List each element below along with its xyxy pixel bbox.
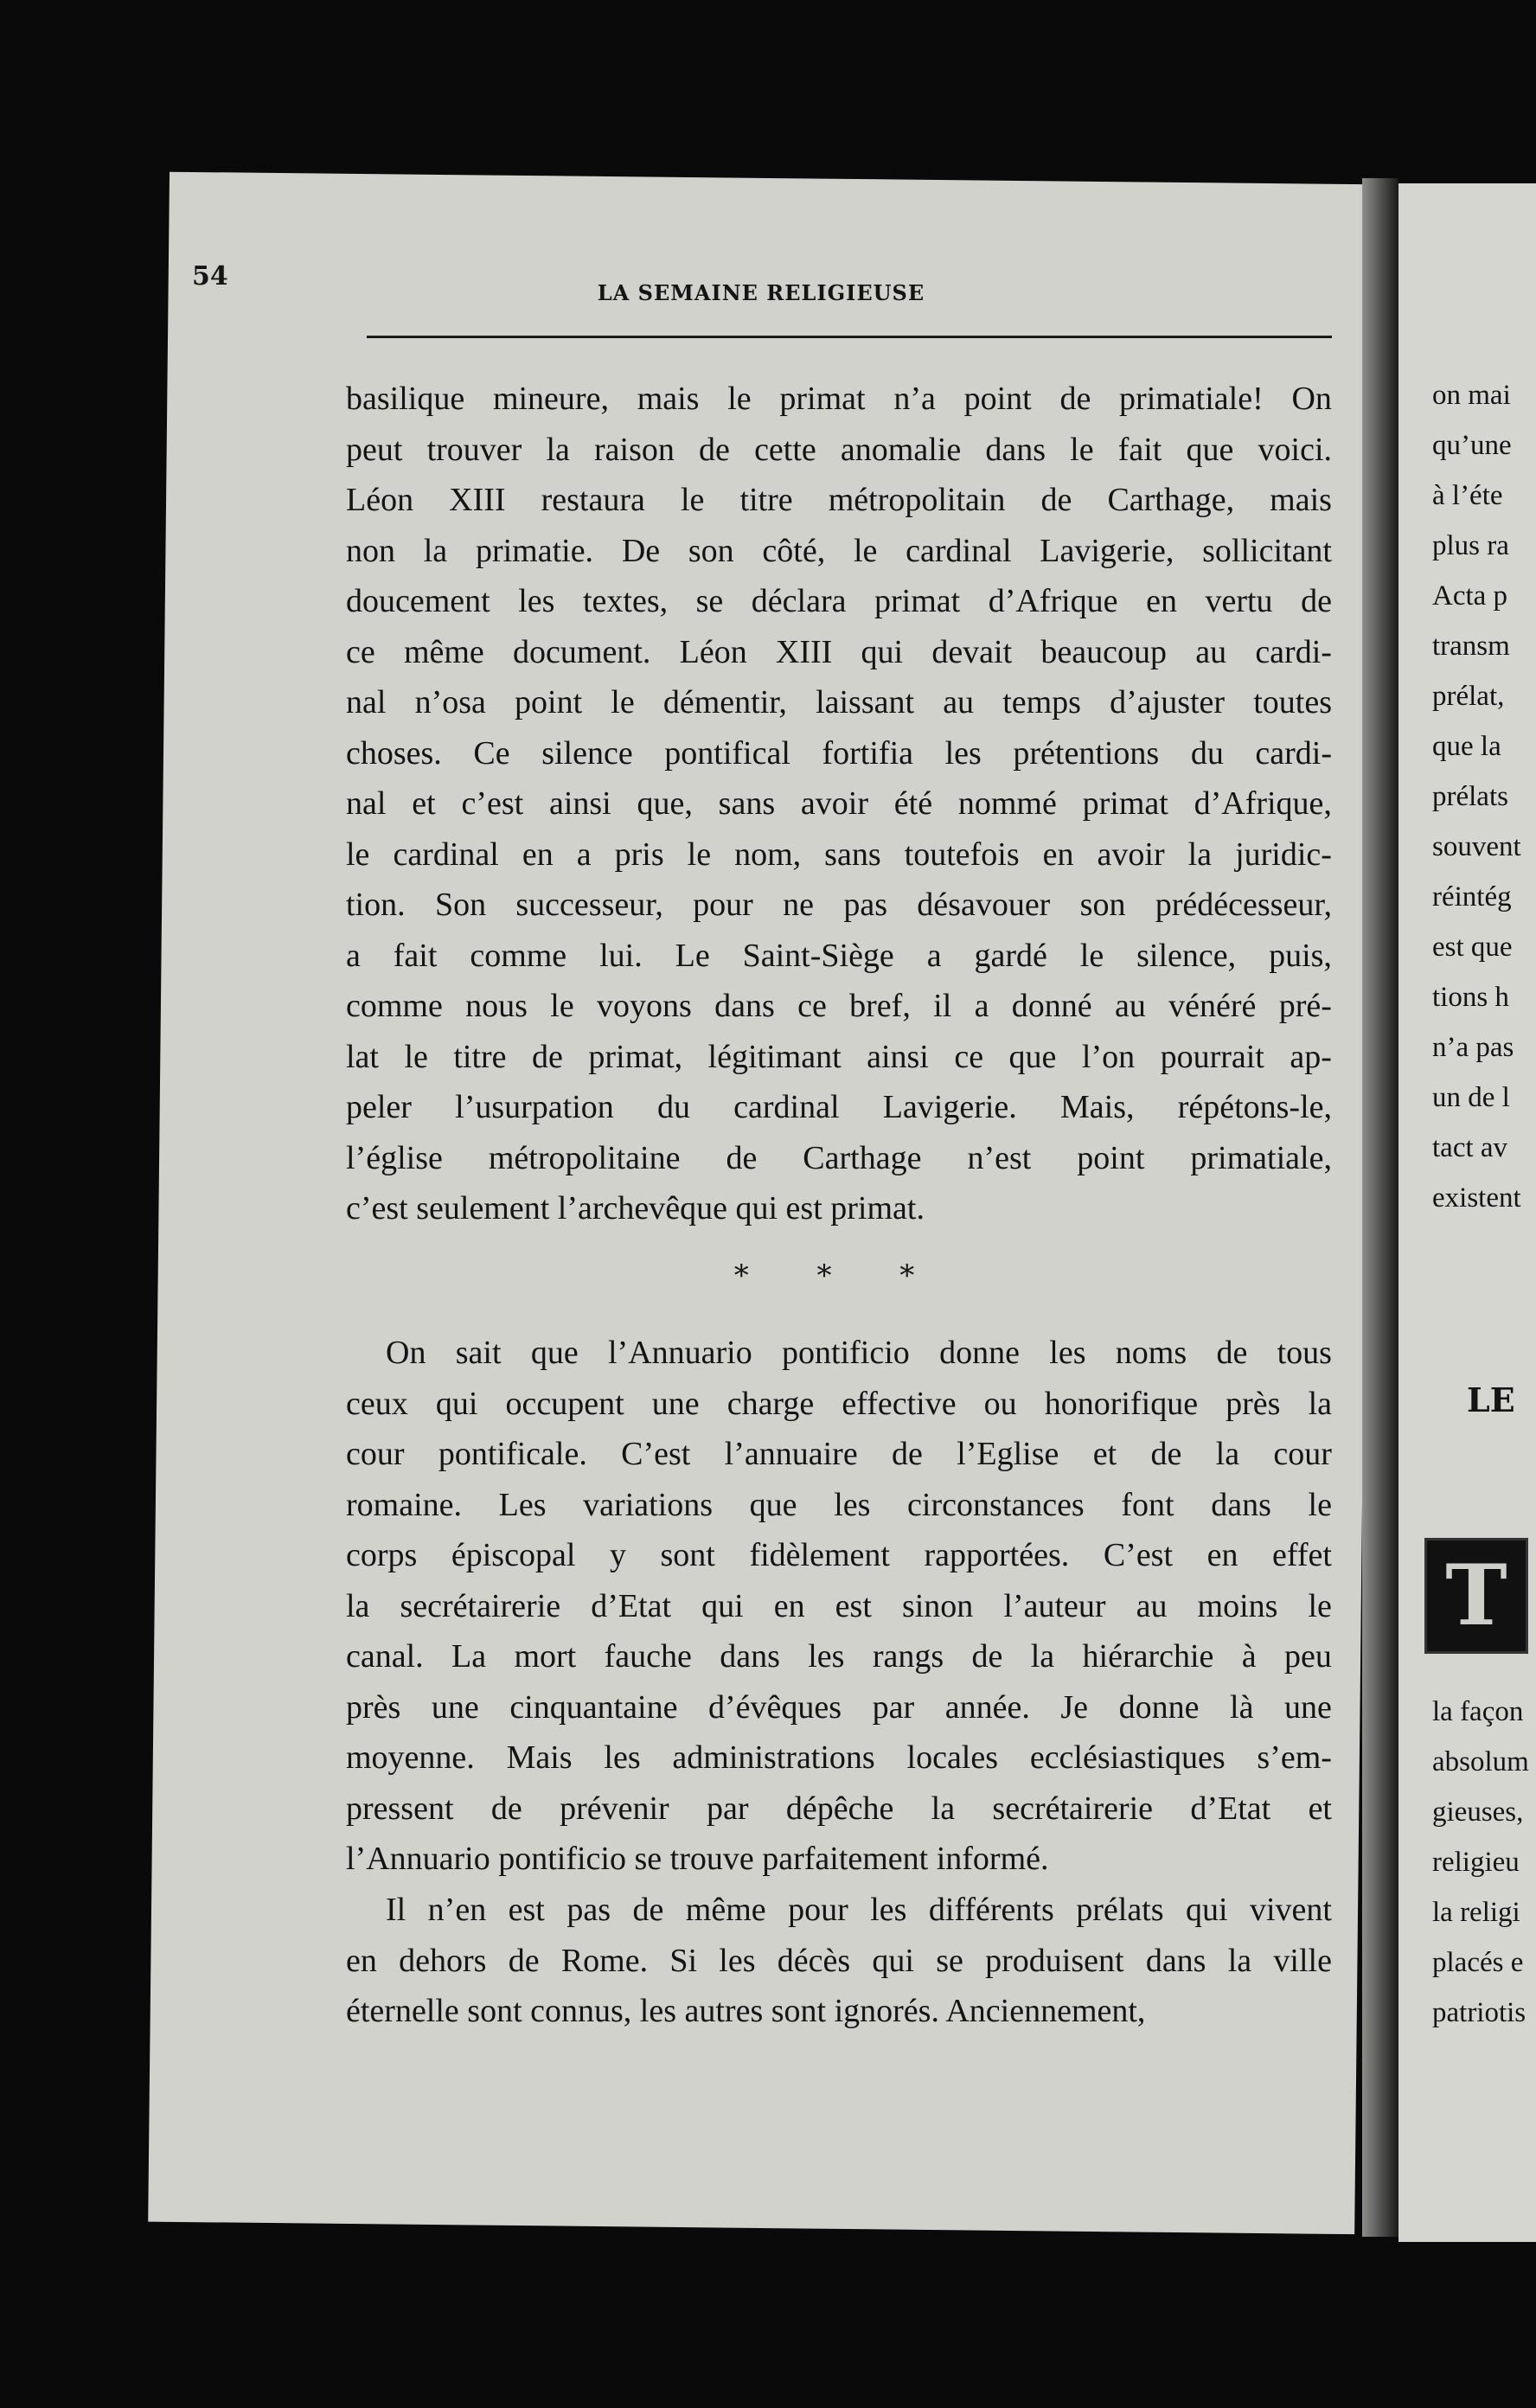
facing-page-line: gieuses, xyxy=(1432,1796,1524,1828)
page-header xyxy=(192,261,1330,303)
text-line: tion. Son successeur, pour ne pas désavouer son prédécesseur, xyxy=(346,887,1332,923)
facing-page-line: est que xyxy=(1432,932,1513,963)
text-line: Léon XIII restaura le titre métropolitain de Carthage, mais xyxy=(346,482,1332,518)
drop-cap-letter: T xyxy=(1445,1547,1507,1644)
text-line: On sait que l’Annuario pontificio donne les noms de tous xyxy=(386,1335,1332,1371)
text-line: Il n’en est pas de même pour les différents prélats qui vivent xyxy=(386,1892,1332,1928)
facing-page-line: qu’une xyxy=(1432,430,1512,461)
text-line: non la primatie. De son côté, le cardinal Lavigerie, sollicitant xyxy=(346,532,1332,569)
facing-page-line: réintég xyxy=(1432,881,1512,913)
text-line: corps épiscopal y sont fidèlement rapportées. C’est en effet xyxy=(346,1537,1332,1573)
facing-page-text-top xyxy=(1432,370,1536,1223)
facing-page-line: que la xyxy=(1432,731,1501,762)
facing-page-line: Acta p xyxy=(1432,580,1508,612)
facing-page-line: placés e xyxy=(1432,1947,1524,1978)
facing-page-line: plus ra xyxy=(1432,530,1509,561)
page-number: 54 xyxy=(192,261,228,291)
text-line: peler l’usurpation du cardinal Lavigerie. Mais, répétons-le, xyxy=(346,1089,1332,1125)
text-line: peut trouver la raison de cette anomalie dans le fait que voici. xyxy=(346,431,1332,468)
text-line: ce même document. Léon XIII qui devait beaucoup au cardi- xyxy=(346,633,1332,670)
text-line: lat le titre de primat, légitimant ainsi ce que l’on pourrait ap- xyxy=(346,1038,1332,1075)
text-line: doucement les textes, se déclara primat d’Afrique en vertu de xyxy=(346,583,1332,619)
drop-cap-ornament xyxy=(1424,1538,1528,1654)
facing-page-line: tions h xyxy=(1432,982,1509,1013)
facing-page-line: n’a pas xyxy=(1432,1032,1514,1063)
text-line: nal n’osa point le démentir, laissant au temps d’ajuster toutes xyxy=(346,684,1332,720)
facing-page-line: un de l xyxy=(1432,1082,1510,1113)
facing-page-line: on mai xyxy=(1432,380,1511,411)
text-line: ceux qui occupent une charge effective ou honorifique près la xyxy=(346,1385,1332,1422)
text-line: près une cinquantaine d’évêques par année. Je donne là une xyxy=(346,1688,1332,1726)
facing-page-text-bottom xyxy=(1432,1687,1536,2038)
text-line: l’église métropolitaine de Carthage n’est point primatiale, xyxy=(346,1139,1332,1176)
facing-page-line: à l’éte xyxy=(1432,480,1503,511)
text-line: c’est seulement l’archevêque qui est primat. xyxy=(346,1190,925,1226)
facing-page-line: souvent xyxy=(1432,831,1521,862)
header-rule xyxy=(367,336,1332,338)
section-separator: * * * xyxy=(733,1258,944,1293)
facing-page-line: religieu xyxy=(1432,1847,1520,1878)
text-line: a fait comme lui. Le Saint-Siège a gardé le silence, puis, xyxy=(346,937,1332,974)
facing-page-line: la façon xyxy=(1432,1696,1524,1727)
text-line: éternelle sont connus, les autres sont ignorés. Anciennement, xyxy=(346,1993,1146,2029)
text-line: romaine. Les variations que les circonstances font dans le xyxy=(346,1486,1332,1523)
text-line: choses. Ce silence pontifical fortifia les prétentions du cardi- xyxy=(346,734,1332,772)
book-gutter xyxy=(1362,178,1398,2237)
text-line: nal et c’est ainsi que, sans avoir été nommé primat d’Afrique, xyxy=(346,785,1332,822)
text-line: le cardinal en a pris le nom, sans toutefois en avoir la juridic- xyxy=(346,836,1332,873)
facing-page-line: tact av xyxy=(1432,1132,1508,1163)
facing-page-heading: LE xyxy=(1467,1380,1515,1419)
text-line: en dehors de Rome. Si les décès qui se produisent dans la ville xyxy=(346,1942,1332,1979)
facing-page-line: absolum xyxy=(1432,1746,1529,1777)
running-title: LA SEMAINE RELIGIEUSE xyxy=(597,280,925,305)
text-line: comme nous le voyons dans ce bref, il a donné au vénéré pré- xyxy=(346,988,1332,1024)
facing-page-line: prélat, xyxy=(1432,681,1505,712)
paragraph-3 xyxy=(346,1885,1332,2037)
text-line: la secrétairerie d’Etat qui en est sinon l’auteur au moins le xyxy=(346,1587,1332,1624)
text-line: l’Annuario pontificio se trouve parfaitement informé. xyxy=(346,1841,1049,1877)
facing-page-line: la religi xyxy=(1432,1897,1520,1928)
facing-page-line: existent xyxy=(1432,1182,1521,1214)
facing-page-line: transm xyxy=(1432,631,1510,662)
facing-page-line: patriotis xyxy=(1432,1997,1526,2028)
text-line: canal. La mort fauche dans les rangs de la hiérarchie à peu xyxy=(346,1638,1332,1675)
paragraph-1 xyxy=(346,374,1332,1234)
text-line: basilique mineure, mais le primat n’a point de primatiale! On xyxy=(346,381,1332,417)
text-line: cour pontificale. C’est l’annuaire de l’Eglise et de la cour xyxy=(346,1436,1332,1472)
text-line: moyenne. Mais les administrations locales ecclésiastiques s’em- xyxy=(346,1739,1332,1776)
text-line: pressent de prévenir par dépêche la secrétairerie d’Etat et xyxy=(346,1790,1332,1827)
facing-page-line: prélats xyxy=(1432,781,1508,812)
paragraph-2 xyxy=(346,1328,1332,1885)
